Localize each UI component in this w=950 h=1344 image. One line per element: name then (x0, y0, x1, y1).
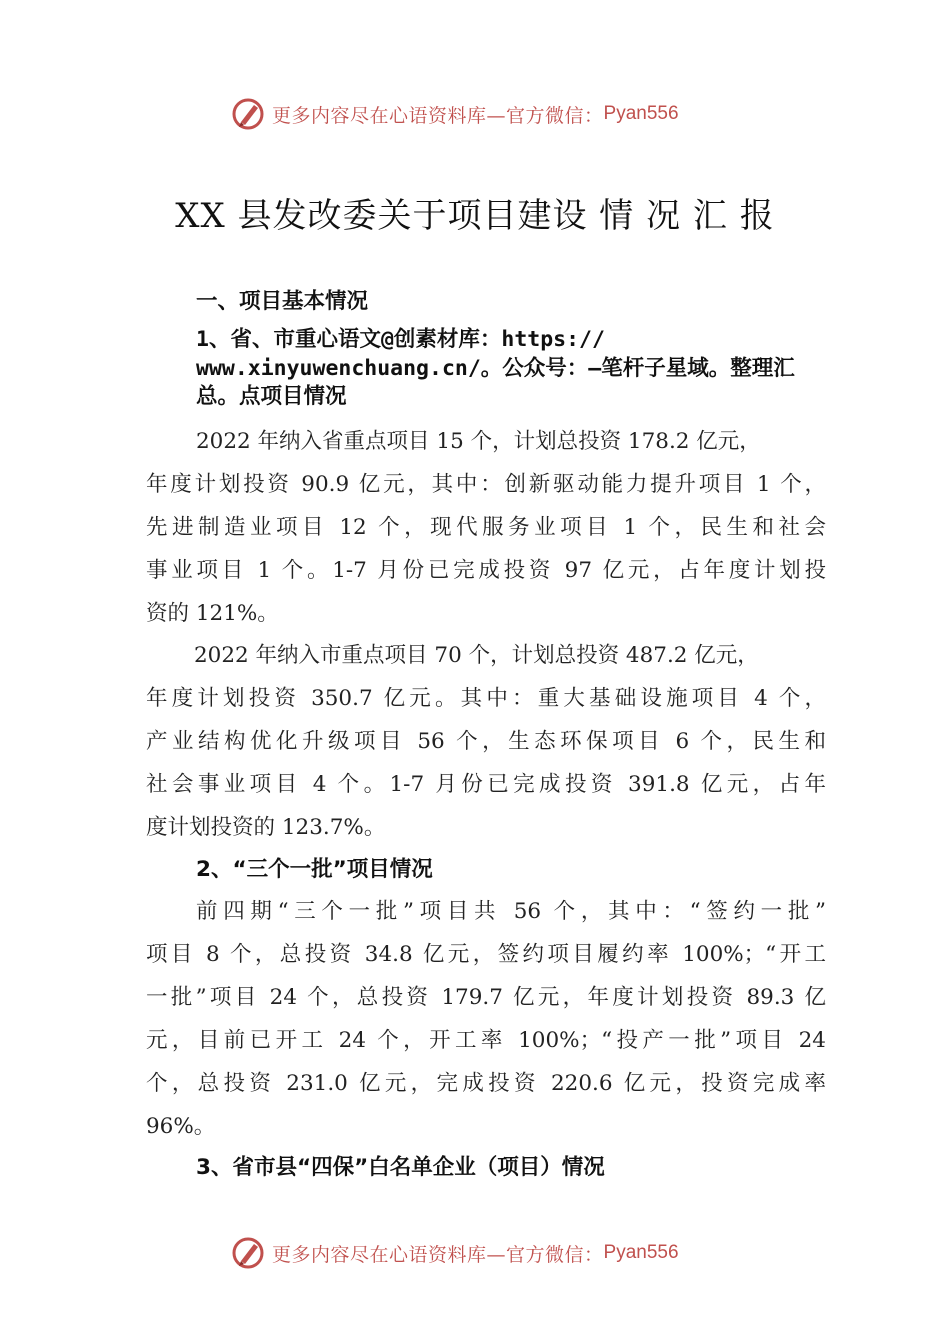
paragraph-line: 社会事业项目 4 个。1-7 月份已完成投资 391.8 亿元，占年 (146, 772, 826, 797)
paragraph-line: 2022 年纳入省重点项目 15 个，计划总投资 178.2 亿元， (196, 429, 761, 454)
paragraph-line: 产业结构优化升级项目 56 个，生态环保项目 6 个，民生和 (146, 729, 826, 754)
paragraph-line: 前四期“三个一批”项目共 56 个，其中：“签约一批” (196, 899, 826, 924)
section-heading-2: 2、“三个一批”项目情况 (196, 857, 433, 882)
section-heading-1: 一、项目基本情况 (196, 289, 369, 314)
paragraph-line: 事业项目 1 个。1-7 月份已完成投资 97 亿元，占年度计划投 (146, 558, 826, 583)
banner-wechat-id: Pyan556 (603, 103, 679, 124)
paragraph-line: 96%。 (146, 1114, 216, 1139)
pen-logo-icon (232, 1236, 266, 1270)
banner-wechat-id: Pyan556 (603, 1242, 679, 1263)
paragraph-line: 先进制造业项目 12 个，现代服务业项目 1 个，民生和社会 (146, 515, 826, 540)
paragraph-line: 度计划投资的 123.7%。 (146, 815, 386, 840)
footer-banner (232, 1235, 679, 1271)
paragraph-line: 一批”项目 24 个，总投资 179.7 亿元，年度计划投资 89.3 亿 (146, 985, 826, 1010)
pen-logo-icon (232, 97, 266, 131)
section-heading-3: 3、省市县“四保”白名单企业（项目）情况 (196, 1155, 605, 1180)
paragraph-line: 元，目前已开工 24 个，开工率 100%；“投产一批”项目 24 (146, 1028, 826, 1053)
header-banner (232, 96, 679, 132)
paragraph-line: 资的 121%。 (146, 601, 279, 626)
paragraph-line: 2022 年纳入市重点项目 70 个，计划总投资 487.2 亿元， (194, 643, 759, 668)
section-heading-1-1: 1、省、市重心语文@创素材库：https:// www.xinyuwenchuang.cn/。公众号：—笔杆子星域。整理汇总。点项目情况 (196, 327, 795, 409)
page-title: XX 县发改委关于项目建设 情 况 汇 报 (175, 196, 775, 236)
paragraph-line: 年度计划投资 350.7 亿元。其中：重大基础设施项目 4 个， (146, 686, 826, 711)
paragraph-line: 年度计划投资 90.9 亿元，其中：创新驱动能力提升项目 1 个， (146, 472, 826, 497)
paragraph-line: 个，总投资 231.0 亿元，完成投资 220.6 亿元，投资完成率 (146, 1071, 826, 1096)
banner-text: 更多内容尽在心语资料库—官方微信： (272, 1243, 604, 1266)
paragraph-line: 项目 8 个，总投资 34.8 亿元，签约项目履约率 100%；“开工 (146, 942, 826, 967)
banner-text: 更多内容尽在心语资料库—官方微信： (272, 104, 604, 127)
